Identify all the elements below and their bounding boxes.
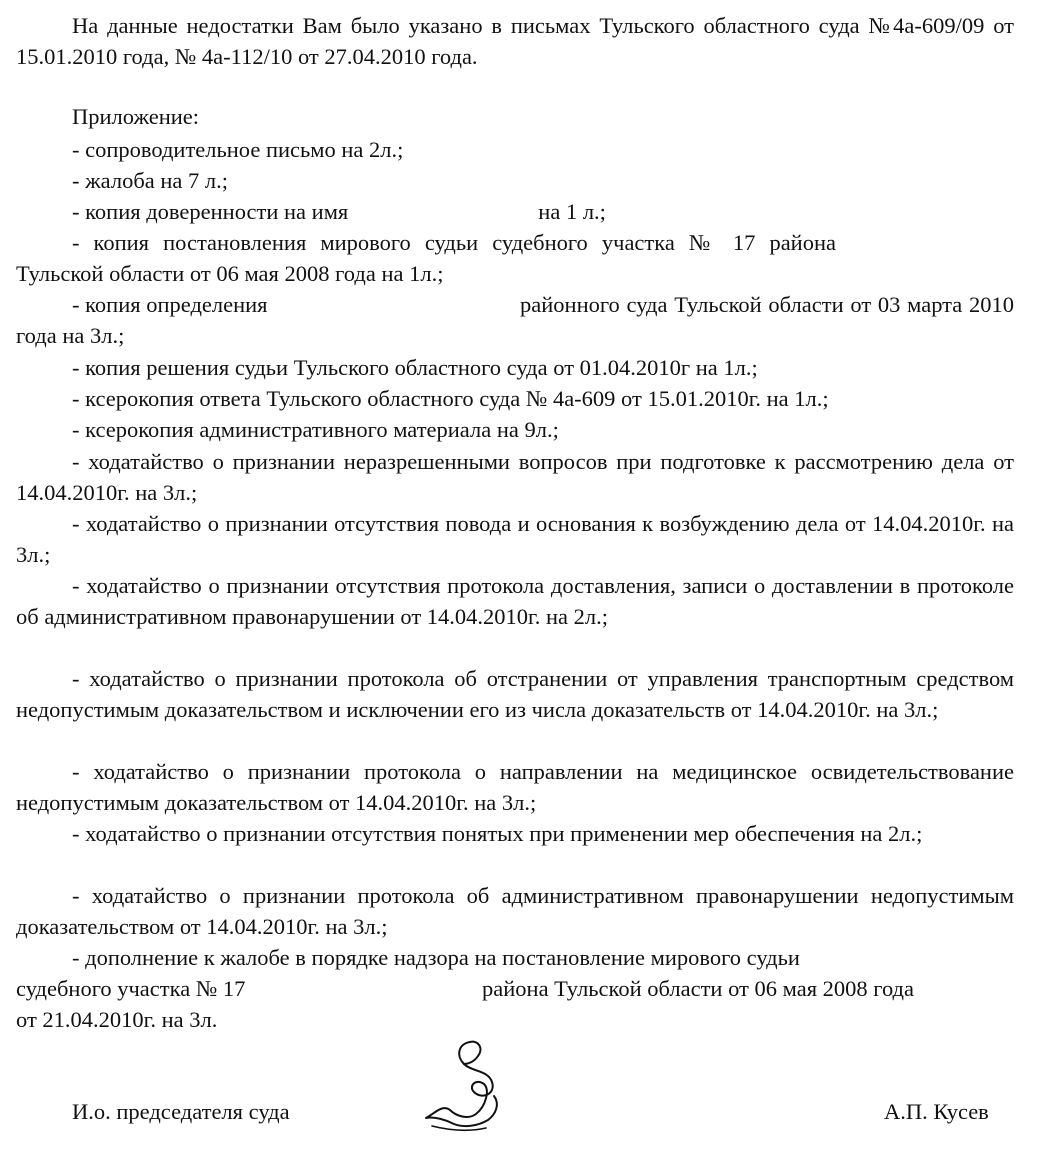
attachment-item: - ходатайство о признании протокола об отстранении от управления транспортным средством недопустимым доказательством и исключении его из числа доказательств от 14.04.2010г. на 3л.; bbox=[16, 666, 1014, 722]
attachment-item-part: района Тульской области от 06 мая 2008 года bbox=[482, 976, 914, 1001]
attachment-item-part: - копия определения bbox=[72, 292, 268, 317]
attachment-item: - дополнение к жалобе в порядке надзора на постановление мирового судьи bbox=[72, 945, 800, 970]
handwritten-signature bbox=[412, 1034, 522, 1140]
attachment-item: - ходатайство о признании отсутствия протокола доставления, записи о доставлении в протоколе об административном правонарушении от 14.04.2010г. на 2л.; bbox=[16, 573, 1014, 629]
attachment-item-part: от 21.04.2010г. на 3л. bbox=[16, 1007, 218, 1032]
attachment-item: - ксерокопия ответа Тульского областного суда № 4а-609 от 15.01.2010г. на 1л.; bbox=[72, 386, 829, 411]
attachment-item: - копия постановления мирового судьи судебного участка № 17 района Тульской области от 06 мая 2008 года на 1л.; bbox=[16, 230, 836, 286]
attachment-item: - ходатайство о признании отсутствия повода и основания к возбуждению дела от 14.04.2010г. на 3л.; bbox=[16, 511, 1014, 567]
attachment-item-part: на 1 л.; bbox=[538, 199, 606, 224]
attachment-item: - сопроводительное письмо на 2л.; bbox=[72, 137, 404, 162]
attachment-item: - ходатайство о признании отсутствия понятых при применении мер обеспечения на 2л.; bbox=[72, 821, 923, 846]
signatory-position: И.о. председателя суда bbox=[72, 1099, 290, 1124]
attachment-item: - жалоба на 7 л.; bbox=[72, 168, 229, 193]
intro-paragraph: На данные недостатки Вам было указано в письмах Тульского областного суда №4а-609/09 от 15.01.2010 года, № 4а-112/10 от 27.04.2010 года. bbox=[16, 13, 1014, 69]
attachment-item: районного суда Тульской области от 03 марта 2010 года на 3л.; bbox=[16, 292, 1014, 348]
attachment-item: - ходатайство о признании неразрешенными вопросов при подготовке к рассмотрению дела от 14.04.2010г. на 3л.; bbox=[16, 449, 1014, 505]
attachment-item: - ходатайство о признании протокола о направлении на медицинское освидетельствование недопустимым доказательством от 14.04.2010г. на 3л.; bbox=[16, 759, 1014, 815]
attachment-item-part: - копия доверенности на имя bbox=[72, 199, 349, 224]
attachment-item: - ходатайство о признании протокола об административном правонарушении недопустимым доказательством от 14.04.2010г. на 3л.; bbox=[16, 883, 1014, 939]
attachment-item bbox=[72, 196, 606, 227]
signatory-name: А.П. Кусев bbox=[884, 1099, 989, 1124]
attachment-heading: Приложение: bbox=[72, 104, 200, 129]
attachment-item: - копия решения судьи Тульского областного суда от 01.04.2010г на 1л.; bbox=[72, 355, 758, 380]
attachment-item: - ксерокопия административного материала на 9л.; bbox=[72, 417, 559, 442]
attachment-item-part: судебного участка № 17 bbox=[16, 976, 246, 1001]
